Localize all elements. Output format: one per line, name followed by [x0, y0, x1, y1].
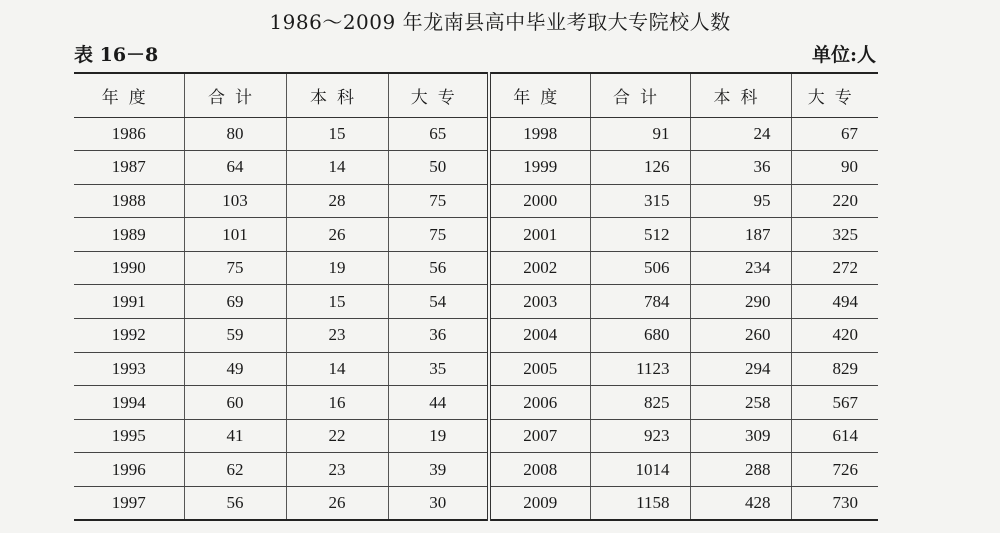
junior-college-cell: 420: [791, 319, 878, 353]
year-cell: 2004: [489, 319, 590, 353]
page-title: 1986～2009 年龙南县高中毕业考取大专院校人数: [269, 10, 731, 34]
table-row: [74, 453, 878, 487]
undergraduate-cell: 260: [690, 319, 791, 353]
table-body: [74, 117, 878, 520]
undergraduate-cell: 15: [286, 117, 388, 151]
table-row: [74, 184, 878, 218]
header-total: 合计: [590, 73, 690, 117]
junior-college-cell: 67: [791, 117, 878, 151]
table-number: 表 16－8: [74, 44, 159, 66]
undergraduate-cell: 19: [286, 251, 388, 285]
header-junior-college: 大专: [388, 73, 489, 117]
total-cell: 41: [184, 419, 286, 453]
year-cell: 2003: [489, 285, 590, 319]
year-cell: 2006: [489, 386, 590, 420]
total-cell: 126: [590, 151, 690, 185]
junior-college-cell: 494: [791, 285, 878, 319]
undergraduate-cell: 234: [690, 251, 791, 285]
year-cell: 1990: [74, 251, 184, 285]
junior-college-cell: 50: [388, 151, 489, 185]
table-row: [74, 487, 878, 521]
undergraduate-cell: 309: [690, 419, 791, 453]
total-cell: 923: [590, 419, 690, 453]
year-cell: 2009: [489, 487, 590, 521]
total-cell: 1158: [590, 487, 690, 521]
table-row: [74, 419, 878, 453]
header-total: 合计: [184, 73, 286, 117]
total-cell: 64: [184, 151, 286, 185]
total-cell: 315: [590, 184, 690, 218]
total-cell: 103: [184, 184, 286, 218]
year-cell: 2005: [489, 352, 590, 386]
undergraduate-cell: 14: [286, 151, 388, 185]
undergraduate-cell: 24: [690, 117, 791, 151]
undergraduate-cell: 288: [690, 453, 791, 487]
year-cell: 2000: [489, 184, 590, 218]
junior-college-cell: 56: [388, 251, 489, 285]
junior-college-cell: 35: [388, 352, 489, 386]
total-cell: 69: [184, 285, 286, 319]
junior-college-cell: 44: [388, 386, 489, 420]
junior-college-cell: 614: [791, 419, 878, 453]
junior-college-cell: 220: [791, 184, 878, 218]
undergraduate-cell: 23: [286, 319, 388, 353]
table-row: [74, 151, 878, 185]
junior-college-cell: 325: [791, 218, 878, 252]
year-cell: 1988: [74, 184, 184, 218]
year-cell: 1994: [74, 386, 184, 420]
year-cell: 1989: [74, 218, 184, 252]
table-row: [74, 251, 878, 285]
junior-college-cell: 272: [791, 251, 878, 285]
year-cell: 1996: [74, 453, 184, 487]
year-cell: 1993: [74, 352, 184, 386]
unit-label: 单位:人: [811, 44, 876, 66]
year-cell: 1995: [74, 419, 184, 453]
undergraduate-cell: 26: [286, 487, 388, 521]
junior-college-cell: 39: [388, 453, 489, 487]
junior-college-cell: 75: [388, 184, 489, 218]
total-cell: 91: [590, 117, 690, 151]
junior-college-cell: 65: [388, 117, 489, 151]
undergraduate-cell: 15: [286, 285, 388, 319]
junior-college-cell: 19: [388, 419, 489, 453]
table-row: [74, 117, 878, 151]
undergraduate-cell: 22: [286, 419, 388, 453]
undergraduate-cell: 14: [286, 352, 388, 386]
year-cell: 2008: [489, 453, 590, 487]
table-row: [74, 218, 878, 252]
total-cell: 60: [184, 386, 286, 420]
undergraduate-cell: 290: [690, 285, 791, 319]
year-cell: 1987: [74, 151, 184, 185]
header-junior-college: 大专: [791, 73, 878, 117]
undergraduate-cell: 294: [690, 352, 791, 386]
total-cell: 49: [184, 352, 286, 386]
year-cell: 1999: [489, 151, 590, 185]
junior-college-cell: 90: [791, 151, 878, 185]
junior-college-cell: 730: [791, 487, 878, 521]
total-cell: 1123: [590, 352, 690, 386]
year-cell: 2002: [489, 251, 590, 285]
undergraduate-cell: 16: [286, 386, 388, 420]
undergraduate-cell: 258: [690, 386, 791, 420]
header-undergraduate: 本科: [690, 73, 791, 117]
year-cell: 1998: [489, 117, 590, 151]
header-undergraduate: 本科: [286, 73, 388, 117]
junior-college-cell: 36: [388, 319, 489, 353]
junior-college-cell: 567: [791, 386, 878, 420]
total-cell: 80: [184, 117, 286, 151]
total-cell: 1014: [590, 453, 690, 487]
undergraduate-cell: 28: [286, 184, 388, 218]
table-row: [74, 319, 878, 353]
junior-college-cell: 829: [791, 352, 878, 386]
junior-college-cell: 30: [388, 487, 489, 521]
undergraduate-cell: 187: [690, 218, 791, 252]
junior-college-cell: 726: [791, 453, 878, 487]
total-cell: 825: [590, 386, 690, 420]
table-row: [74, 285, 878, 319]
total-cell: 680: [590, 319, 690, 353]
table-row: [74, 352, 878, 386]
year-cell: 1992: [74, 319, 184, 353]
year-cell: 2007: [489, 419, 590, 453]
table-row: [74, 386, 878, 420]
total-cell: 784: [590, 285, 690, 319]
year-cell: 1991: [74, 285, 184, 319]
header-row: [74, 73, 878, 117]
year-cell: 2001: [489, 218, 590, 252]
undergraduate-cell: 95: [690, 184, 791, 218]
header-year: 年度: [74, 73, 184, 117]
year-cell: 1997: [74, 487, 184, 521]
total-cell: 101: [184, 218, 286, 252]
admissions-table: [74, 72, 878, 521]
total-cell: 75: [184, 251, 286, 285]
undergraduate-cell: 36: [690, 151, 791, 185]
total-cell: 56: [184, 487, 286, 521]
total-cell: 62: [184, 453, 286, 487]
total-cell: 59: [184, 319, 286, 353]
total-cell: 512: [590, 218, 690, 252]
junior-college-cell: 75: [388, 218, 489, 252]
year-cell: 1986: [74, 117, 184, 151]
junior-college-cell: 54: [388, 285, 489, 319]
undergraduate-cell: 428: [690, 487, 791, 521]
undergraduate-cell: 23: [286, 453, 388, 487]
header-year: 年度: [489, 73, 590, 117]
total-cell: 506: [590, 251, 690, 285]
undergraduate-cell: 26: [286, 218, 388, 252]
